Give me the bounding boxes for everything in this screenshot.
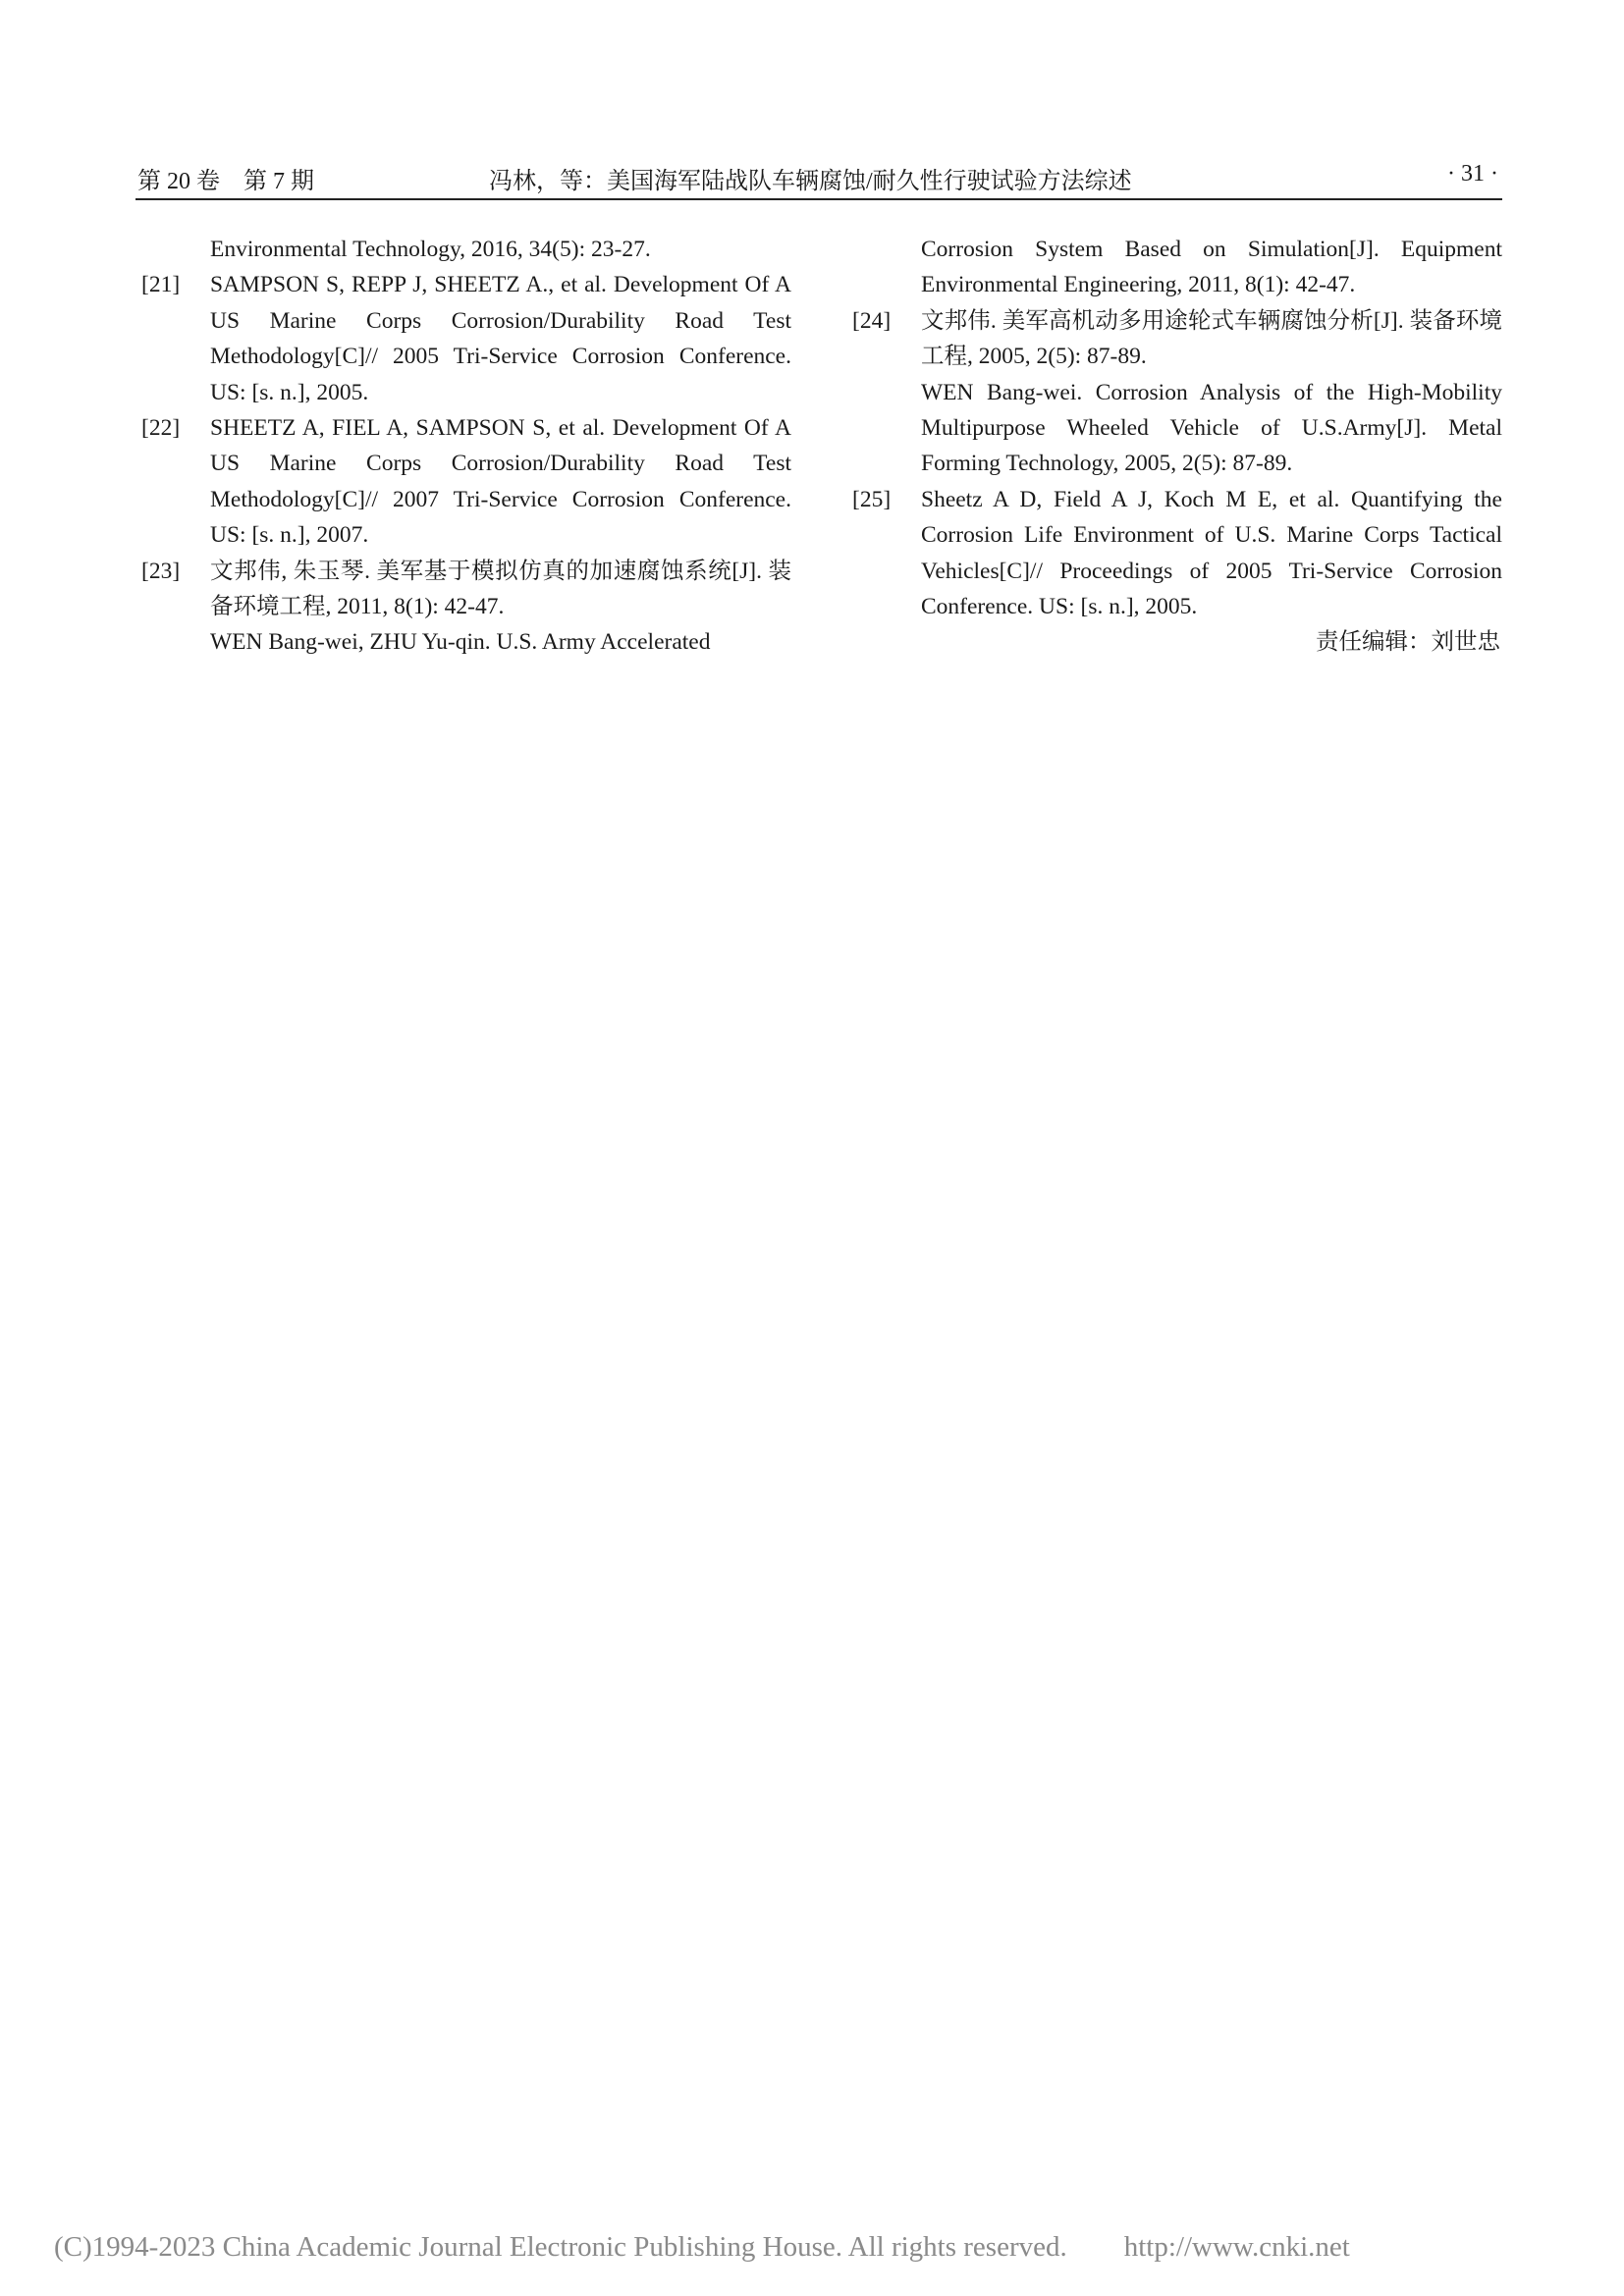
reference-23 xyxy=(135,554,791,661)
continuation-line: Corrosion System Based on Simulation[J]. Equipment Environmental Engineering, 2011, 8(1): 42-47. xyxy=(921,237,1502,298)
copyright-footer: (C)1994-2023 China Academic Journal Electronic Publishing House. All rights reserved. http://www.cnki.net xyxy=(54,2231,1350,2263)
right-column xyxy=(846,232,1502,661)
reference-number: [21] xyxy=(141,272,181,298)
reference-number: [24] xyxy=(852,307,892,334)
reference-continuation xyxy=(846,232,1502,303)
reference-text: SAMPSON S, REPP J, SHEETZ A., et al. Development Of A US Marine Corps Corrosion/Durability Road Test Methodology[C]// 2005 Tri-Service Corrosion Conference. US: [s. n.], 2005. xyxy=(210,272,791,405)
left-column xyxy=(135,232,791,661)
reference-text: 文邦伟, 朱玉琴. 美军基于模拟仿真的加速腐蚀系统[J]. 装备环境工程, 2011, 8(1): 42-47. xyxy=(210,558,791,620)
reference-text: 文邦伟. 美军高机动多用途轮式车辆腐蚀分析[J]. 装备环境工程, 2005, 2(5): 87-89. xyxy=(921,307,1502,370)
reference-translation: WEN Bang-wei, ZHU Yu-qin. U.S. Army Accelerated xyxy=(210,629,711,656)
reference-21 xyxy=(135,267,791,410)
reference-continuation xyxy=(135,232,791,267)
reference-24 xyxy=(846,303,1502,482)
reference-text: Sheetz A D, Field A J, Koch M E, et al. Quantifying the Corrosion Life Environment of U.S. Marine Corps Tactical Vehicles[C]// Proceedings of 2005 Tri-Service Corrosion Conference. US: [s. n.], 2005. xyxy=(921,486,1502,620)
running-header xyxy=(135,157,1502,200)
reference-22 xyxy=(135,410,791,554)
running-title: 冯林，等：美国海军陆战队车辆腐蚀/耐久性行驶试验方法综述 xyxy=(489,169,1132,194)
volume-issue: 第 20 卷 第 7 期 xyxy=(137,169,314,194)
reference-translation: WEN Bang-wei. Corrosion Analysis of the High-Mobility Multipurpose Wheeled Vehicle of U.S.Army[J]. Metal Forming Technology, 2005, 2(5): 87-89. xyxy=(921,379,1502,477)
reference-25 xyxy=(846,482,1502,625)
reference-text: SHEETZ A, FIEL A, SAMPSON S, et al. Development Of A US Marine Corps Corrosion/Durability Road Test Methodology[C]// 2007 Tri-Service Corrosion Conference. US: [s. n.], 2007. xyxy=(210,415,791,549)
reference-number: [23] xyxy=(141,558,181,584)
responsible-editor: 责任编辑：刘世忠 xyxy=(1316,629,1500,656)
page-number: · 31 · xyxy=(1447,161,1498,187)
continuation-line: Environmental Technology, 2016, 34(5): 23-27. xyxy=(210,237,651,262)
reference-number: [22] xyxy=(141,415,181,442)
reference-number: [25] xyxy=(852,486,892,512)
